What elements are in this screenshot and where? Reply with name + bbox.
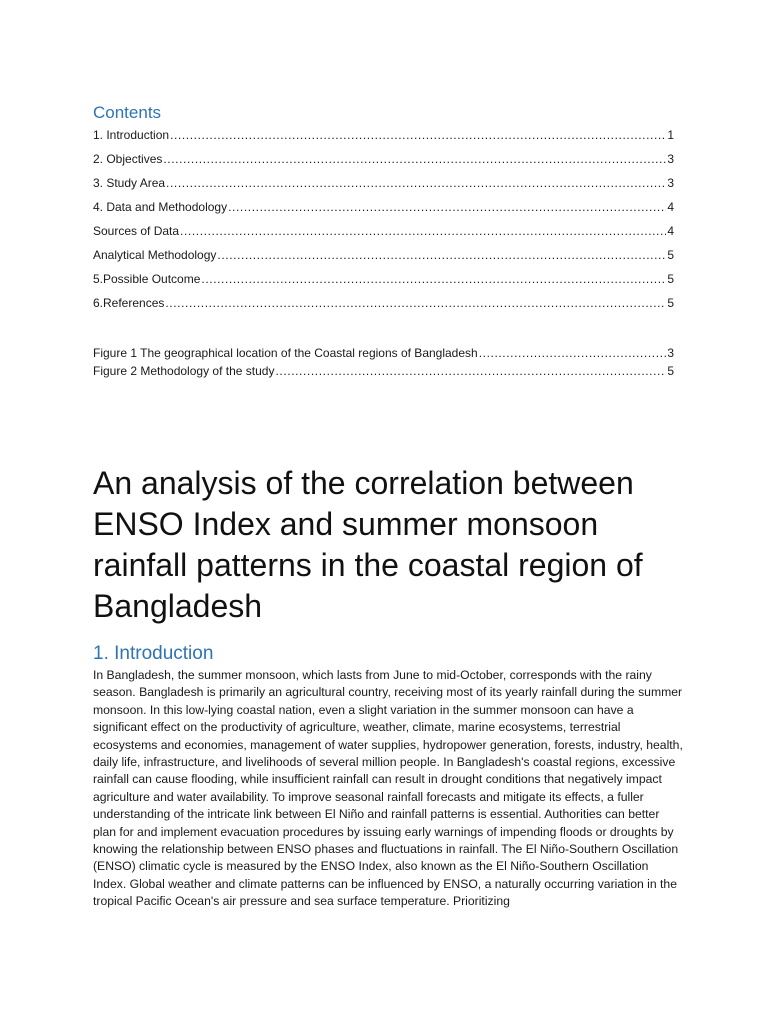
- table-of-contents: [93, 126, 674, 312]
- figure-entry-page: 5: [667, 364, 674, 378]
- toc-entry-objectives[interactable]: [93, 150, 674, 168]
- toc-entry-page: 1: [667, 128, 674, 142]
- toc-entry-data-methodology[interactable]: [93, 198, 674, 216]
- contents-heading: Contents: [93, 103, 162, 122]
- dot-leader: [217, 246, 666, 264]
- toc-entry-page: 5: [667, 272, 674, 286]
- toc-entry-label: 2. Objectives: [93, 152, 163, 166]
- dot-leader: [228, 198, 666, 216]
- toc-entry-label: 6.References: [93, 296, 165, 310]
- dot-leader: [479, 344, 667, 362]
- toc-entry-label: 3. Study Area: [93, 176, 166, 190]
- toc-entry-sources-of-data[interactable]: [93, 222, 674, 240]
- dot-leader: [275, 362, 666, 380]
- toc-entry-study-area[interactable]: [93, 174, 674, 192]
- introduction-paragraph: In Bangladesh, the summer monsoon, which lasts from June to mid-October, corresponds with the rainy season. Bangladesh is primarily an agricultural country, receiving most of its yearly rainfall during the summer monsoon. In this low-lying coastal nation, even a slight variation in the summer monsoon can have a significant effect on the productivity of agriculture, weather, climate, marine ecosystems, terrestrial ecosystems and economies, management of water supplies, hydropower generation, forests, industry, health, daily life, infrastructure, and livelihoods of several million people. In Bangladesh's coastal regions, excessive rainfall can cause flooding, while insufficient rainfall can result in drought conditions that negatively impact agriculture and water availability. To improve seasonal rainfall forecasts and mitigate its effects, a fuller understanding of the intricate link between El Niño and rainfall patterns is essential. Authorities can better plan for and implement evacuation procedures by issuing early warnings of impending floods or droughts by knowing the relationship between ENSO phases and fluctuations in rainfall. The El Niño-Southern Oscillation (ENSO) climatic cycle is measured by the ENSO Index, also known as the El Niño-Southern Oscillation Index. Global weather and climate patterns can be influenced by ENSO, a naturally occurring variation in the tropical Pacific Ocean's air pressure and sea surface temperature. Prioritizing: [93, 668, 683, 909]
- figure-entry-label: Figure 1 The geographical location of the Coastal regions of Bangladesh: [93, 346, 478, 360]
- toc-entry-references[interactable]: [93, 294, 674, 312]
- toc-entry-page: 5: [667, 248, 674, 262]
- toc-entry-page: 4: [667, 200, 674, 214]
- section-heading-introduction: 1. Introduction: [93, 643, 214, 664]
- dot-leader: [165, 294, 666, 312]
- dot-leader: [201, 270, 666, 288]
- toc-entry-page: 3: [667, 176, 674, 190]
- figure-entry-page: 3: [667, 346, 674, 360]
- toc-entry-label: 4. Data and Methodology: [93, 200, 228, 214]
- toc-entry-page: 4: [667, 224, 674, 238]
- dot-leader: [170, 126, 666, 144]
- toc-entry-page: 5: [667, 296, 674, 310]
- dot-leader: [180, 222, 666, 240]
- dot-leader: [163, 150, 666, 168]
- table-of-figures: [93, 344, 674, 380]
- figure-entry-label: Figure 2 Methodology of the study: [93, 364, 275, 378]
- toc-entry-label: Sources of Data: [93, 224, 180, 238]
- figure-entry-2[interactable]: [93, 362, 674, 380]
- toc-entry-label: 5.Possible Outcome: [93, 272, 201, 286]
- toc-entry-label: Analytical Methodology: [93, 248, 217, 262]
- toc-entry-introduction[interactable]: [93, 126, 674, 144]
- toc-entry-analytical-methodology[interactable]: [93, 246, 674, 264]
- toc-entry-label: 1. Introduction: [93, 128, 170, 142]
- toc-entry-possible-outcome[interactable]: [93, 270, 674, 288]
- document-title: An analysis of the correlation between ENSO Index and summer monsoon rainfall patterns in the coastal region of Bangladesh: [93, 465, 643, 624]
- toc-entry-page: 3: [667, 152, 674, 166]
- figure-entry-1[interactable]: [93, 344, 674, 362]
- dot-leader: [166, 174, 666, 192]
